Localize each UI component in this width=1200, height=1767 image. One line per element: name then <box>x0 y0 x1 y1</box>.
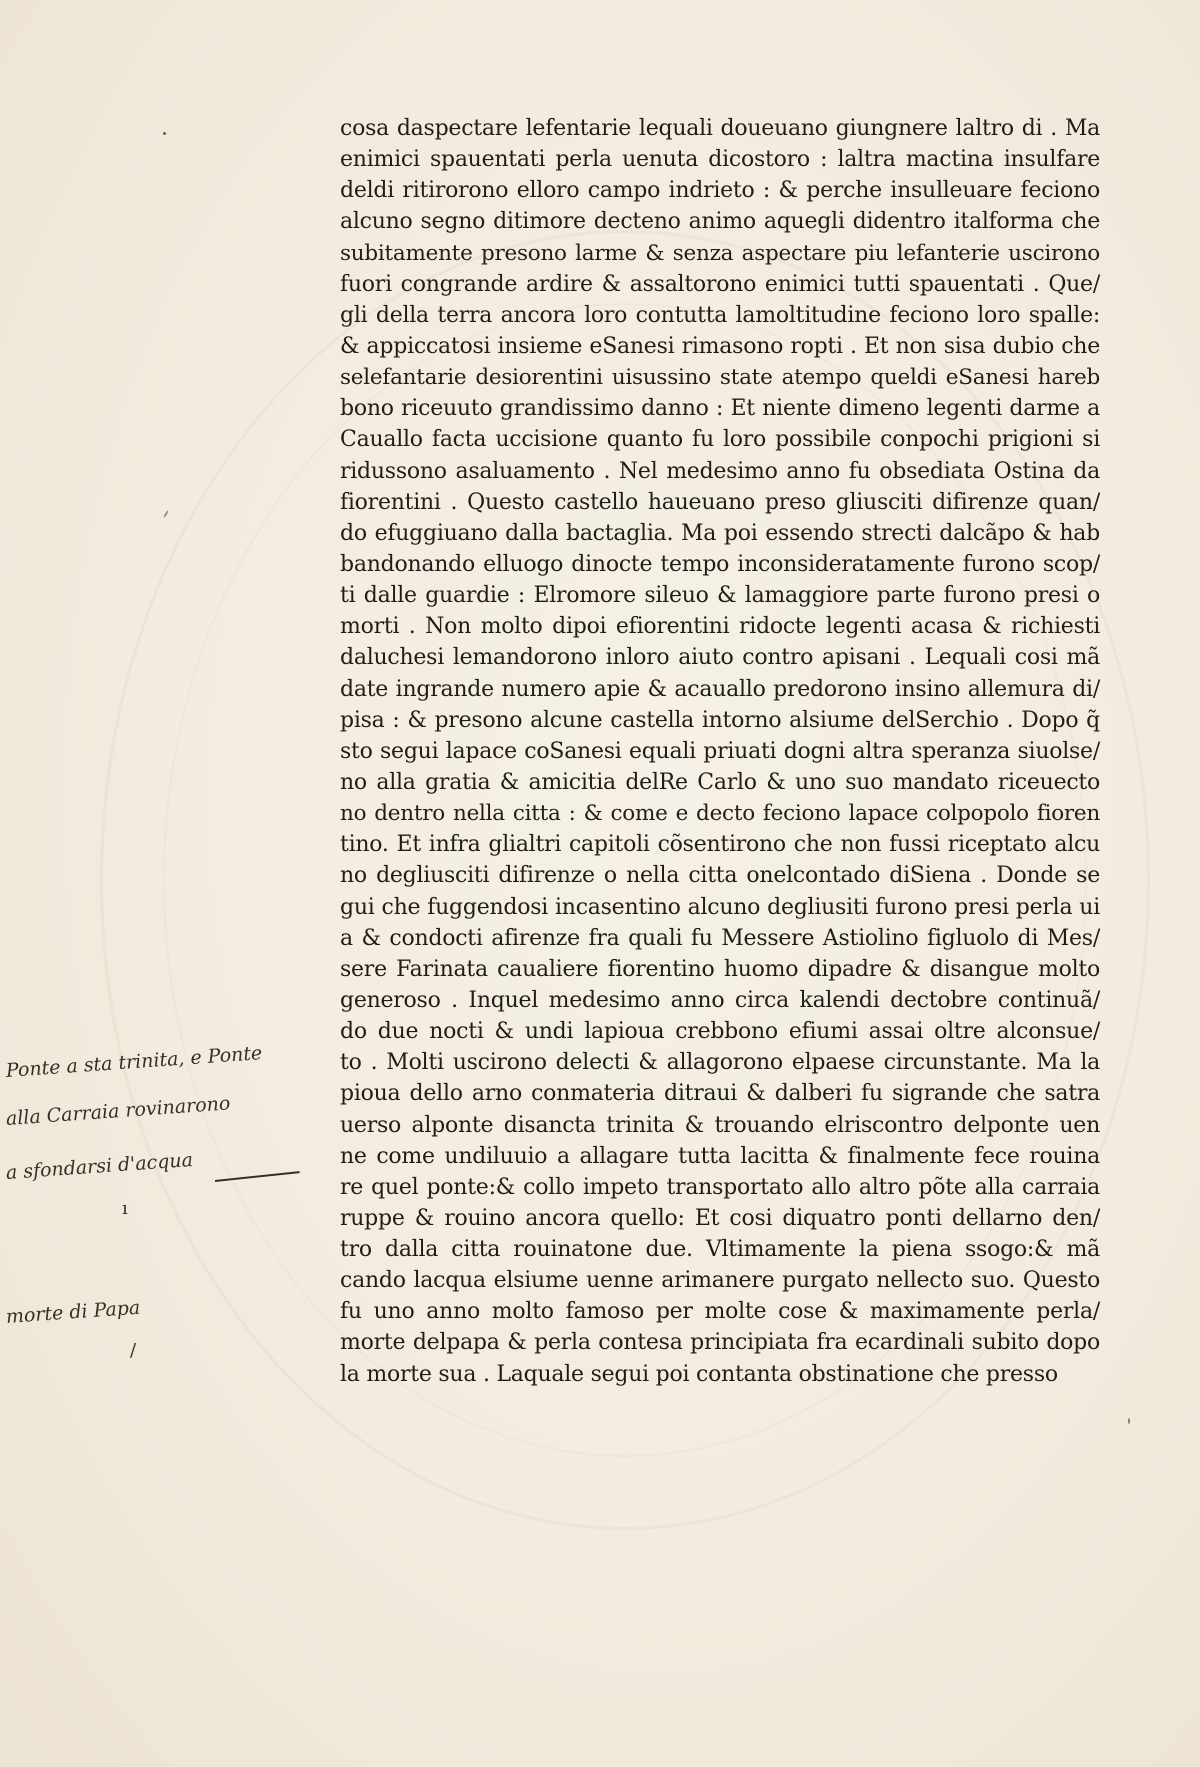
incunable-text-block <box>340 113 1100 1390</box>
text-line: uerso alponte disancta trinita & trouando elriscontro delponte uen <box>340 1112 1100 1138</box>
text-line: pioua dello arno conmateria ditraui & dalberi fu sigrande che satra <box>340 1081 1100 1107</box>
ink-speck <box>163 132 166 135</box>
text-line: sto segui lapace coSanesi equali priuati dogni altra speranza siuolse/ <box>340 738 1100 764</box>
text-line: morti . Non molto dipoi efiorentini ridocte legenti acasa & richiesti <box>340 614 1100 640</box>
text-line: fuori congrande ardire & assaltorono enimici tutti spauentati . Que/ <box>340 271 1100 297</box>
marginal-note-sfondarsi: a sfondarsi d'acqua <box>5 1148 194 1184</box>
text-line: ruppe & rouino ancora quello: Et cosi diquatro ponti dellarno den/ <box>340 1205 1100 1231</box>
text-line: subitamente presono larme & senza aspectare piu lefanterie uscirono <box>340 240 1100 266</box>
text-line: sere Farinata caualiere fiorentino huomo dipadre & disangue molto <box>340 956 1100 982</box>
marginal-note-ponte: Ponte a sta trinita, e Ponte <box>5 1042 263 1082</box>
text-line: Cauallo facta uccisione quanto fu loro possibile conpochi prigioni si <box>340 427 1100 453</box>
text-line: alcuno segno ditimore decteno animo aquegli didentro italforma che <box>340 209 1100 235</box>
text-line: selefantarie desiorentini uisussino state atempo queldi eSanesi hareb <box>340 365 1100 391</box>
text-line: bandonando elluogo dinocte tempo inconsideratamente furono scop/ <box>340 551 1100 577</box>
text-line: ne come undiluuio a allagare tutta lacitta & finalmente fece rouina <box>340 1143 1100 1169</box>
marginal-tick: ı <box>122 1198 128 1219</box>
text-line: do efuggiuano dalla bactaglia. Ma poi essendo strecti dalcãpo & hab <box>340 520 1100 546</box>
text-line: tro dalla citta rouinatone due. Vltimamente la piena ssogo:& mã <box>340 1237 1100 1263</box>
marginal-tick: / <box>130 1340 137 1361</box>
text-line: pisa : & presono alcune castella intorno alsiume delSerchio . Dopo q̃ <box>340 707 1100 733</box>
text-line: ridussono asaluamento . Nel medesimo anno fu obsediata Ostina da <box>340 458 1100 484</box>
text-line: gli della terra ancora loro contutta lamoltitudine feciono loro spalle: <box>340 302 1100 328</box>
text-line: a & condocti afirenze fra quali fu Messere Astiolino figluolo di Mes/ <box>340 925 1100 951</box>
text-line: ti dalle guardie : Elromore sileuo & lamaggiore parte furono presi o <box>340 583 1100 609</box>
text-line: generoso . Inquel medesimo anno circa kalendi dectobre continuã/ <box>340 987 1100 1013</box>
text-line: cosa daspectare lefentarie lequali doueuano giungnere laltro di . Ma <box>340 116 1100 141</box>
text-line: deldi ritirorono elloro campo indrieto : & perche insulleuare feciono <box>340 178 1100 204</box>
text-line: enimici spauentati perla uenuta dicostoro : laltra mactina insulfare <box>340 147 1100 173</box>
text-line: fiorentini . Questo castello haueuano preso gliusciti difirenze quan/ <box>340 489 1100 515</box>
text-line: cando lacqua elsiume uenne arimanere purgato nellecto suo. Questo <box>340 1268 1100 1294</box>
text-line: no degliusciti difirenze o nella citta onelcontado diSiena . Donde se <box>340 863 1100 889</box>
text-line: date ingrande numero apie & acauallo predorono insino allemura di/ <box>340 676 1100 702</box>
text-line: no dentro nella citta : & come e decto feciono lapace colpopolo fioren <box>340 801 1100 827</box>
text-line: re quel ponte:& collo impeto transportato allo altro põte alla carraia <box>340 1174 1100 1200</box>
text-line: gui che fuggendosi incasentino alcuno degliusiti furono presi perla ui <box>340 894 1100 920</box>
text-line: morte delpapa & perla contesa principiata fra ecardinali subito dopo <box>340 1330 1100 1356</box>
text-line: la morte sua . Laquale segui poi contanta obstinatione che presso <box>340 1361 1058 1387</box>
text-line: fu uno anno molto famoso per molte cose & maximamente perla/ <box>340 1299 1100 1325</box>
ink-speck <box>1128 1418 1130 1424</box>
text-line: to . Molti uscirono delecti & allagorono elpaese circunstante. Ma la <box>340 1050 1100 1076</box>
text-line: do due nocti & undi lapioua crebbono efiumi assai oltre alconsue/ <box>340 1019 1100 1045</box>
text-line: bono riceuuto grandissimo danno : Et niente dimeno legenti darme a <box>340 396 1100 422</box>
text-line: no alla gratia & amicitia delRe Carlo & uno suo mandato riceuecto <box>340 769 1100 795</box>
marginal-note-carraia: alla Carraia rovinarono <box>5 1092 231 1130</box>
ink-speck <box>163 510 169 518</box>
marginal-note-morte: morte di Papa <box>5 1296 141 1328</box>
text-line: daluchesi lemandorono inloro aiuto contro apisani . Lequali cosi mã <box>340 645 1100 671</box>
text-line: & appiccatosi insieme eSanesi rimasono ropti . Et non sisa dubio che <box>340 333 1100 359</box>
text-line: tino. Et infra glialtri capitoli cõsentirono che non fussi riceptato alcu <box>340 832 1100 858</box>
